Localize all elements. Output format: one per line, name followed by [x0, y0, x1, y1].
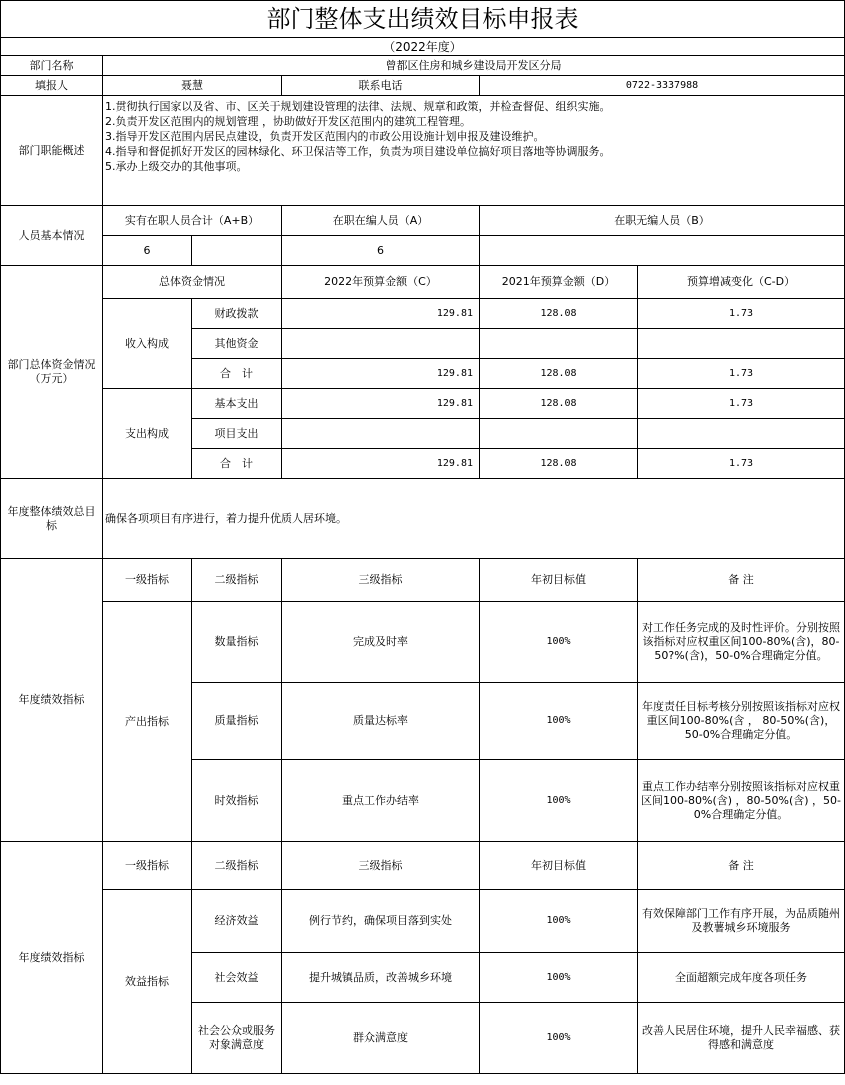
income-row-d: 128.08 — [480, 299, 638, 329]
expense-row-name: 项目支出 — [192, 419, 282, 449]
perf2-target: 100% — [480, 953, 638, 1003]
phone-label: 联系电话 — [282, 76, 480, 96]
page-title: 部门整体支出绩效目标申报表 — [1, 1, 845, 38]
staff-total-value: 6 — [103, 236, 192, 266]
income-label: 收入构成 — [103, 299, 192, 389]
perf1-target: 100% — [480, 683, 638, 760]
perf2-l3: 例行节约，确保项目落到实处 — [282, 890, 480, 953]
expense-row-name: 合 计 — [192, 449, 282, 479]
income-row-name: 合 计 — [192, 359, 282, 389]
perf2-target: 100% — [480, 890, 638, 953]
expense-label: 支出构成 — [103, 389, 192, 479]
phone-value: 0722-3337988 — [480, 76, 845, 96]
perf1-header-note: 备 注 — [638, 559, 845, 602]
duties-label: 部门职能概述 — [1, 96, 103, 206]
income-row-name: 其他资金 — [192, 329, 282, 359]
income-row-name: 财政拨款 — [192, 299, 282, 329]
expense-row-diff — [638, 419, 845, 449]
perf2-label: 年度绩效指标 — [1, 842, 103, 1074]
perf1-l3: 完成及时率 — [282, 602, 480, 683]
income-row-diff: 1.73 — [638, 359, 845, 389]
duty-item: 2.负责开发区范围内的规划管理 ，协助做好开发区范围内的建筑工程管理。 — [105, 115, 471, 128]
perf1-l3: 重点工作办结率 — [282, 760, 480, 842]
income-row-d: 128.08 — [480, 359, 638, 389]
duty-item: 4.指导和督促抓好开发区的园林绿化、环卫保洁等工作，负责为项目建设单位搞好项目落地等协调服务。 — [105, 145, 611, 158]
perf1-l2: 时效指标 — [192, 760, 282, 842]
duty-item: 3.指导开发区范围内居民点建设，负责开发区范围内的市政公用设施计划申报及建设维护。 — [105, 130, 545, 143]
perf1-l3: 质量达标率 — [282, 683, 480, 760]
perf1-note: 年度责任目标考核分别按照该指标对应权重区间100-80%(含 ， 80-50%(含)，50-0%合理确定分值。 — [638, 683, 845, 760]
staff-b-label: 在职无编人员（B） — [480, 206, 845, 236]
dept-name-value: 曾都区住房和城乡建设局开发区分局 — [103, 56, 845, 76]
perf2-header-note: 备 注 — [638, 842, 845, 890]
perf1-header-target: 年初目标值 — [480, 559, 638, 602]
staff-blank — [192, 236, 282, 266]
perf2-note: 改善人民居住环境，提升人民幸福感、获得感和满意度 — [638, 1003, 845, 1074]
staff-label: 人员基本情况 — [1, 206, 103, 266]
expense-row-c: 129.81 — [282, 389, 480, 419]
perf2-header-l2: 二级指标 — [192, 842, 282, 890]
year-label: （2022年度） — [1, 38, 845, 56]
perf2-l2: 经济效益 — [192, 890, 282, 953]
filler-value: 聂慧 — [103, 76, 282, 96]
perf1-header-l2: 二级指标 — [192, 559, 282, 602]
filler-label: 填报人 — [1, 76, 103, 96]
expense-row-c: 129.81 — [282, 449, 480, 479]
staff-a-value: 6 — [282, 236, 480, 266]
perf1-note: 对工作任务完成的及时性评价。分别按照该指标对应权重区间100-80%(含)，80-50?%(含)，50-0%合理确定分值。 — [638, 602, 845, 683]
goal-text: 确保各项项目有序进行，着力提升优质人居环境。 — [103, 479, 845, 559]
funds-header-diff: 预算增减变化（C-D） — [638, 266, 845, 299]
perf1-header-l3: 三级指标 — [282, 559, 480, 602]
perf1-label: 年度绩效指标 — [1, 559, 103, 842]
perf1-header-l1: 一级指标 — [103, 559, 192, 602]
perf2-note: 有效保障部门工作有序开展，为品质随州及教薯城乡环境服务 — [638, 890, 845, 953]
perf2-l3: 群众满意度 — [282, 1003, 480, 1074]
perf1-level1: 产出指标 — [103, 602, 192, 842]
expense-row-d — [480, 419, 638, 449]
perf1-target: 100% — [480, 760, 638, 842]
perf2-header-l3: 三级指标 — [282, 842, 480, 890]
duty-item: 1.贯彻执行国家以及省、市、区关于规划建设管理的法律、法规、规章和政策，并检查督促、组织实施。 — [105, 100, 611, 113]
income-row-c: 129.81 — [282, 299, 480, 329]
expense-row-diff: 1.73 — [638, 389, 845, 419]
income-row-diff: 1.73 — [638, 299, 845, 329]
funds-header-d: 2021年预算金额（D） — [480, 266, 638, 299]
income-row-c — [282, 329, 480, 359]
perf1-l2: 质量指标 — [192, 683, 282, 760]
funds-header-c: 2022年预算金额（C） — [282, 266, 480, 299]
perf2-note: 全面超额完成年度各项任务 — [638, 953, 845, 1003]
expense-row-d: 128.08 — [480, 449, 638, 479]
expense-row-d: 128.08 — [480, 389, 638, 419]
perf2-l2: 社会公众或服务对象满意度 — [192, 1003, 282, 1074]
expense-row-diff: 1.73 — [638, 449, 845, 479]
duty-item: 5.承办上级交办的其他事项。 — [105, 160, 248, 173]
perf1-note: 重点工作办结率分别按照该指标对应权重区间100-80%(含) ，80-50%(含) ，50-0%合理确定分值。 — [638, 760, 845, 842]
expense-row-c — [282, 419, 480, 449]
dept-name-label: 部门名称 — [1, 56, 103, 76]
income-row-c: 129.81 — [282, 359, 480, 389]
staff-b-value — [480, 236, 845, 266]
perf2-level1: 效益指标 — [103, 890, 192, 1074]
perf2-header-l1: 一级指标 — [103, 842, 192, 890]
goal-label: 年度整体绩效总目标 — [1, 479, 103, 559]
perf1-target: 100% — [480, 602, 638, 683]
perf2-target: 100% — [480, 1003, 638, 1074]
perf2-header-target: 年初目标值 — [480, 842, 638, 890]
perf2-l2: 社会效益 — [192, 953, 282, 1003]
staff-total-label: 实有在职人员合计（A+B） — [103, 206, 282, 236]
expense-row-name: 基本支出 — [192, 389, 282, 419]
duties-text — [103, 96, 845, 206]
income-row-diff — [638, 329, 845, 359]
perf2-l3: 提升城镇品质，改善城乡环境 — [282, 953, 480, 1003]
staff-a-label: 在职在编人员（A） — [282, 206, 480, 236]
funds-label: 部门总体资金情况（万元） — [1, 266, 103, 479]
funds-header-type: 总体资金情况 — [103, 266, 282, 299]
income-row-d — [480, 329, 638, 359]
perf1-l2: 数量指标 — [192, 602, 282, 683]
